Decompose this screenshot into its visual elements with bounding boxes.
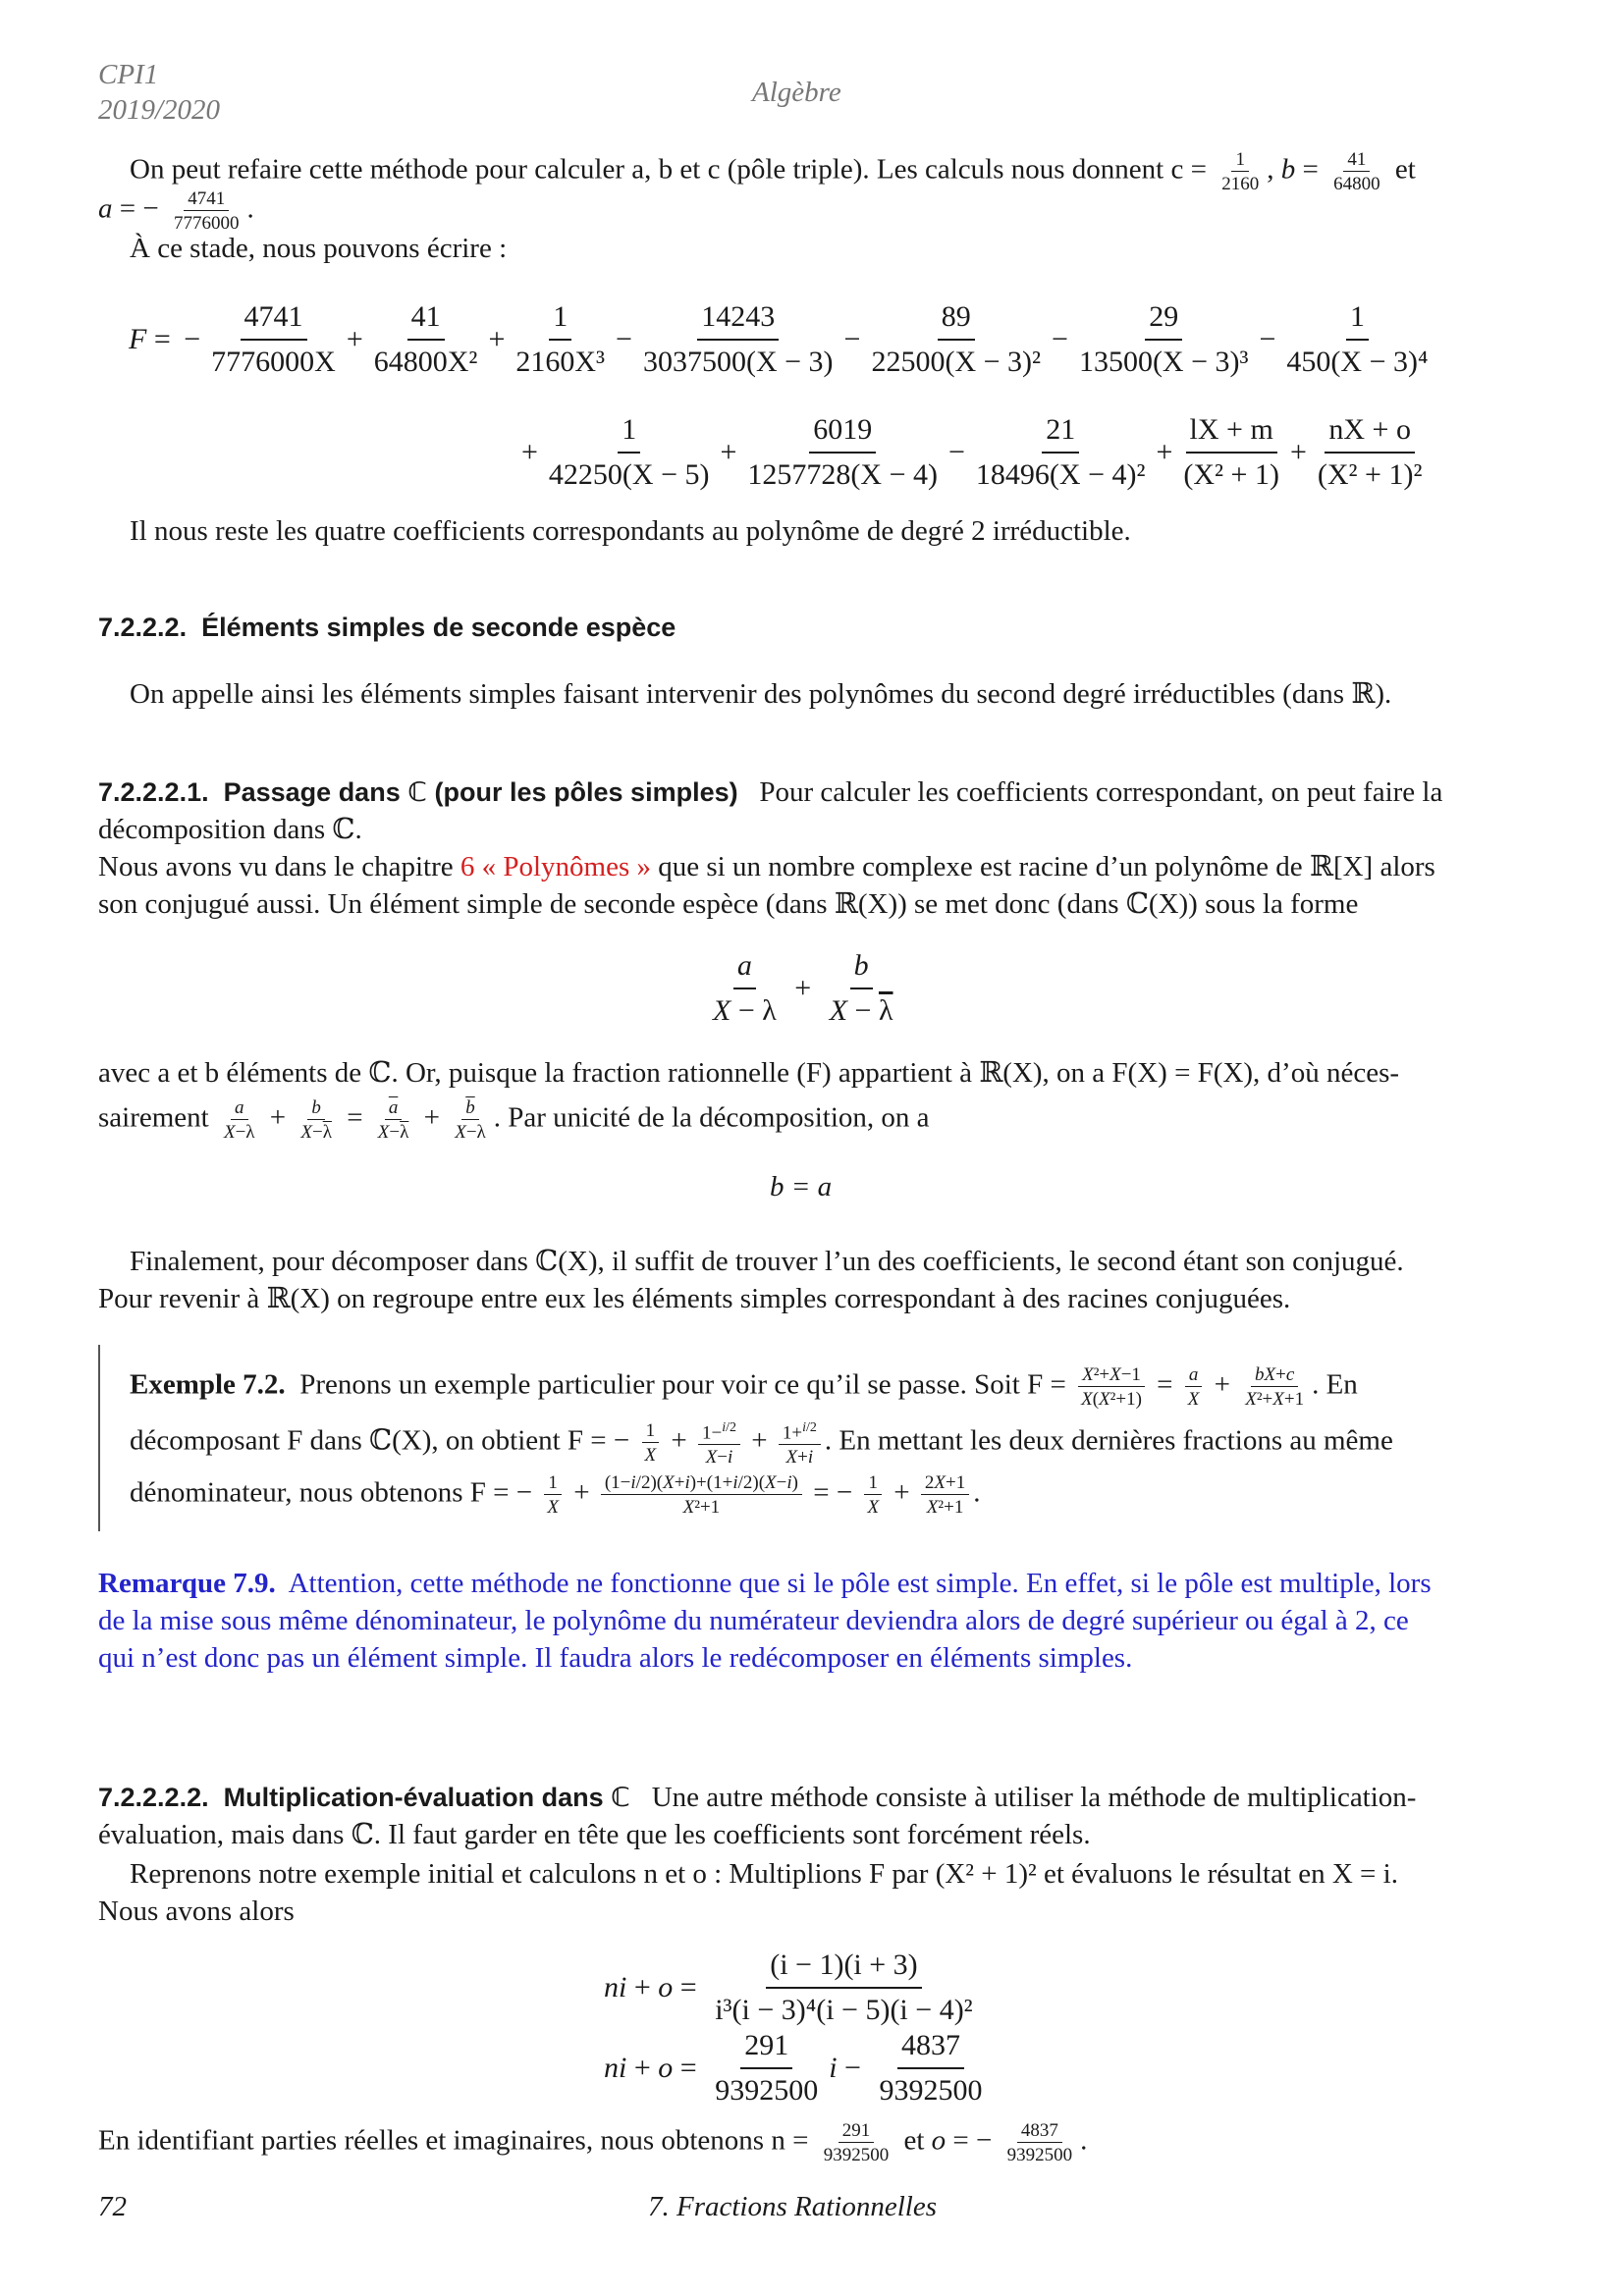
intro-text: On peut refaire cette méthode pour calculer a, b et c (pôle triple). Les calculs nous donnent c =: [130, 153, 1207, 186]
conjugate-form-equation: $\frac{a}{X - \lambda}$ + $\frac{b}{X - \overline{\lambda}}$: [705, 946, 901, 1031]
b-fraction: $\frac{41}{64800}$: [1333, 149, 1380, 194]
subsection-1-heading: 7.2.2.2.1. Passage dans ℂ (pour les pôles simples): [98, 777, 738, 807]
row2-sign-1: +: [720, 436, 737, 468]
row2-term-4: $\frac{nX + o}{\text{(X² + 1)²}}$: [1314, 410, 1427, 495]
row1-term-4: $\frac{89}{\text{22500(X − 3)²}}$: [867, 297, 1045, 382]
chapter-link[interactable]: 6 « Polynômes »: [460, 851, 652, 882]
subsection-2-heading-line: 7.2.2.2.2. Multiplication-évaluation dans ℂ Une autre méthode consiste à utiliser la méthode de multiplication-: [98, 1782, 1417, 1813]
row1-sign-4: −: [843, 323, 861, 355]
row1-sign-6: −: [1259, 323, 1276, 355]
row2-term-0: $\frac{1}{42250(X - 5)}$: [545, 410, 714, 495]
subsection-1-text-b: décomposition dans ℂ.: [98, 814, 362, 845]
ni-plus-o-equation-1: ni + o = $\frac{(i - 1)(i + 3)}{\text{i³(i − 3)⁴(i − 5)(i − 4)²}}$: [601, 1946, 981, 2030]
example-label: Exemple 7.2.: [130, 1368, 286, 1401]
subsection-1-text-g: Finalement, pour décomposer dans ℂ(X), il suffit de trouver l’un des coefficients, le second étant son conjugué.: [130, 1246, 1404, 1277]
subsection-1-text-f: sairement $\frac{a}{X-\lambda}$ + $\frac{b}{X-\overline{\lambda}}$ = $\frac{\overline{a}}{X-\overline{\lambda}}$ + $\frac{\overline{b}}{X-\lambda}$ . Par unicité de la décomposition, on a: [98, 1097, 930, 1143]
row1-term-6: $\frac{1}{\text{450(X − 3)⁴}}$: [1282, 297, 1432, 382]
subsection-1-text-e: avec a et b éléments de ℂ. Or, puisque la fraction rationnelle (F) appartient à ℝ(X), on a F(X) = F(X), d’où néces-: [98, 1057, 1400, 1089]
row2-term-1: $\frac{6019}{1257728(X - 4)}$: [743, 410, 942, 495]
header-course: CPI1: [98, 59, 159, 90]
after-equation-text: Il nous reste les quatre coefficients correspondants au polynôme de degré 2 irréductible.: [130, 515, 1131, 547]
section-text: On appelle ainsi les éléments simples faisant intervenir des polynômes du second degré irréductibles (dans ℝ).: [130, 678, 1392, 710]
row1-sign-0: −: [184, 323, 201, 355]
ni-plus-o-equation-2: ni + o = $\frac{291}{9392500}$ i − $\frac{4837}{9392500}$: [601, 2026, 990, 2110]
header-subject: Algèbre: [752, 77, 841, 108]
big-equation-row2: [518, 410, 1430, 495]
row1-term-2: $\frac{1}{\text{2160X³}}$: [512, 297, 609, 382]
subsection-1-text-h: Pour revenir à ℝ(X) on regroupe entre eux les éléments simples correspondant à des racines conjuguées.: [98, 1283, 1291, 1314]
subsection-1-text-c: Nous avons vu dans le chapitre 6 « Polynômes » que si un nombre complexe est racine d’un polynôme de ℝ[X] alors: [98, 851, 1435, 882]
row2-sign-0: +: [521, 436, 538, 468]
example-line2: décomposant F dans ℂ(X), on obtient F = − $\frac{1}{X}$ + $\frac{1-^{i/2}}{X-i}$ + $\frac{1+^{i/2}}{X+i}$ . En mettant les deux dernières fractions au même: [130, 1417, 1393, 1468]
row1-sign-2: +: [488, 323, 506, 355]
section-heading: 7.2.2.2. Éléments simples de seconde espèce: [98, 613, 676, 642]
remark-label: Remarque 7.9.: [98, 1568, 276, 1599]
header-year: 2019/2020: [98, 94, 221, 126]
b-equals-conj-a: b = a: [770, 1171, 833, 1202]
row2-sign-4: +: [1289, 436, 1307, 468]
intro-a-value: a = − $\frac{4741}{7776000}$ .: [98, 188, 254, 234]
row2-term-3: $\frac{lX + m}{\text{(X² + 1)}}$: [1179, 410, 1283, 495]
subsection-2-heading: 7.2.2.2.2. Multiplication-évaluation dans ℂ: [98, 1783, 630, 1812]
intro-line2: À ce stade, nous pouvons écrire :: [130, 233, 508, 264]
row2-sign-2: −: [948, 436, 965, 468]
big-equation-row1: F = − $\frac{4741}{7776000X}$ + $\frac{41}{\text{64800X²}}$ + $\frac{1}{\text{2160X³}}$ − $\frac{14243}{3037500(X - 3)}$ − $\frac{89}{\text{22500(X − 3)²}}$ − $\frac{29}{\text{13500(X − 3)³}}$ − $\frac{1}{\text{450(X − 3)⁴}}$: [126, 297, 1435, 382]
row1-term-1: $\frac{41}{\text{64800X²}}$: [370, 297, 482, 382]
remark-line2: de la mise sous même dénominateur, le polynôme du numérateur deviendra alors de degré supérieur ou égal à 2, ce: [98, 1605, 1409, 1636]
row1-term-5: $\frac{29}{\text{13500(X − 3)³}}$: [1075, 297, 1253, 382]
row2-terms: [518, 413, 1430, 491]
subsection-2-text-c: Reprenons notre exemple initial et calculons n et o : Multiplions F par (X² + 1)² et évaluons le résultat en X = i.: [130, 1858, 1398, 1890]
row1-term-3: $\frac{14243}{3037500(X - 3)}$: [639, 297, 838, 382]
subsection-2-text-d: Nous avons alors: [98, 1896, 295, 1927]
row2-term-2: $\frac{21}{\text{18496(X − 4)²}}$: [972, 410, 1150, 495]
subsection-2-text-b: évaluation, mais dans ℂ. Il faut garder en tête que les coefficients sont forcément réels.: [98, 1819, 1091, 1850]
example-left-rule: [98, 1345, 102, 1531]
a-fraction: $\frac{4741}{7776000}$: [173, 188, 240, 234]
page-number: 72: [98, 2191, 127, 2222]
footer-chapter: 7. Fractions Rationnelles: [648, 2191, 937, 2222]
row1-term-0: $\frac{4741}{7776000X}$: [207, 297, 340, 382]
subsection-1-heading-line: 7.2.2.2.1. Passage dans ℂ (pour les pôles simples) Pour calculer les coefficients correspondant, on peut faire la: [98, 776, 1443, 808]
remark-line3: qui n’est donc pas un élément simple. Il faudra alors le redécomposer en éléments simples.: [98, 1642, 1133, 1674]
example-line1: Exemple 7.2. Prenons un exemple particulier pour voir ce qu’il se passe. Soit F = $\frac{\text{X²+X−1}}{\text{X(X²+1)}}$ = $\frac{a}{X}$ + $\frac{bX+c}{\text{X²+X+1}}$ . En: [130, 1364, 1358, 1410]
remark-line1: Remarque 7.9. Attention, cette méthode ne fonctionne que si le pôle est simple. En effet, si le pôle est multiple, lors: [98, 1568, 1432, 1599]
example-line3: dénominateur, nous obtenons F = − $\frac{1}{X}$ + $\frac{(1-i/2)(X+i)+(1+i/2)(X-i)}{\text{X²+1}}$ = − $\frac{1}{X}$ + $\frac{2X+1}{\text{X²+1}}$ .: [130, 1472, 981, 1518]
intro-line1: On peut refaire cette méthode pour calculer a, b et c (pôle triple). Les calculs nous donnent c = $\frac{1}{2160}$ , b = $\frac{41}{64800}$ et: [130, 149, 1416, 194]
row1-sign-5: −: [1052, 323, 1068, 355]
subsection-1-text-d: son conjugué aussi. Un élément simple de seconde espèce (dans ℝ(X)) se met donc (dans ℂ(X)) sous la forme: [98, 888, 1359, 920]
row2-sign-3: +: [1156, 436, 1173, 468]
row1-sign-3: −: [616, 323, 632, 355]
c-fraction: $\frac{1}{2160}$: [1221, 149, 1260, 194]
subsection-2-conclusion: En identifiant parties réelles et imaginaires, nous obtenons n = $\frac{291}{9392500}$ et o = − $\frac{4837}{9392500}$ .: [98, 2120, 1088, 2165]
row1-sign-1: +: [346, 323, 363, 355]
